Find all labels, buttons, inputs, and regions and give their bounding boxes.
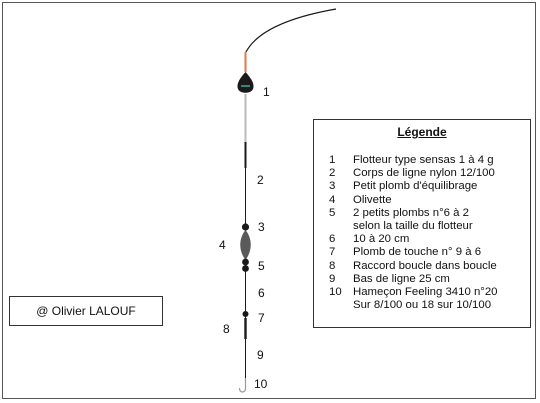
label-4: 4 [219, 238, 226, 252]
legend-item [329, 273, 498, 286]
legend-item-continuation [329, 299, 498, 312]
legend-item-number: 9 [329, 272, 336, 285]
legend-item-text: Olivette [353, 193, 392, 206]
legend-item-text: Plomb de touche n° 9 à 6 [353, 246, 482, 259]
legend-item-number: 7 [329, 246, 336, 259]
hook [240, 378, 246, 392]
legend-item [329, 260, 498, 273]
label-7: 7 [258, 311, 265, 325]
author-credit-text: @ Olivier LALOUF [36, 304, 136, 318]
legend-item-text: Petit plomb d'équilibrage [353, 180, 478, 193]
label-6: 6 [258, 286, 265, 300]
legend-item-number: 2 [329, 167, 336, 180]
label-10: 10 [254, 377, 268, 391]
legend-item-text: Bas de ligne 25 cm [353, 272, 450, 285]
legend-item [329, 233, 498, 246]
legend-item-number: 8 [329, 259, 336, 272]
legend-item-number: 3 [329, 180, 336, 193]
legend-item-text: 2 petits plombs n°6 à 2 [353, 206, 469, 219]
small-shot-1 [242, 259, 249, 266]
label-1: 1 [263, 85, 270, 99]
legend-title: Légende [397, 125, 447, 139]
label-2: 2 [257, 173, 264, 187]
label-5: 5 [258, 259, 265, 273]
legend-item-continuation [329, 220, 498, 233]
legend-item-text: Sur 8/100 ou 18 sur 10/100 [353, 299, 492, 312]
touch-shot [243, 311, 249, 317]
legend-item-text: Hameçon Feeling 3410 n°20 [353, 286, 498, 299]
legend-item [329, 207, 498, 220]
balancing-shot [242, 223, 249, 230]
legend-list [329, 154, 498, 312]
legend-item [329, 194, 498, 207]
legend-item [329, 180, 498, 193]
legend-item [329, 286, 498, 299]
label-3: 3 [258, 220, 265, 234]
legend-item [329, 167, 498, 180]
legend-item-number: 5 [329, 206, 336, 219]
label-8: 8 [223, 322, 230, 336]
legend-item-text: 10 à 20 cm [353, 233, 410, 246]
label-9: 9 [257, 348, 264, 362]
rod-line [246, 9, 336, 52]
legend-item-text: Corps de ligne nylon 12/100 [353, 167, 495, 180]
author-credit [9, 296, 163, 326]
legend-item-number: 4 [329, 193, 336, 206]
legend-item-number: 6 [329, 233, 336, 246]
legend-item-text: Flotteur type sensas 1 à 4 g [353, 154, 494, 166]
legend-box [313, 119, 531, 328]
legend-item-text: selon la taille du flotteur [353, 220, 473, 233]
legend-item-text: Raccord boucle dans boucle [353, 259, 497, 272]
olivette [240, 230, 251, 260]
float-body [237, 72, 253, 93]
small-shot-2 [242, 265, 249, 272]
legend-item [329, 154, 498, 167]
legend-item [329, 246, 498, 259]
legend-item-number: 1 [329, 154, 336, 166]
legend-item-number: 10 [329, 286, 342, 299]
